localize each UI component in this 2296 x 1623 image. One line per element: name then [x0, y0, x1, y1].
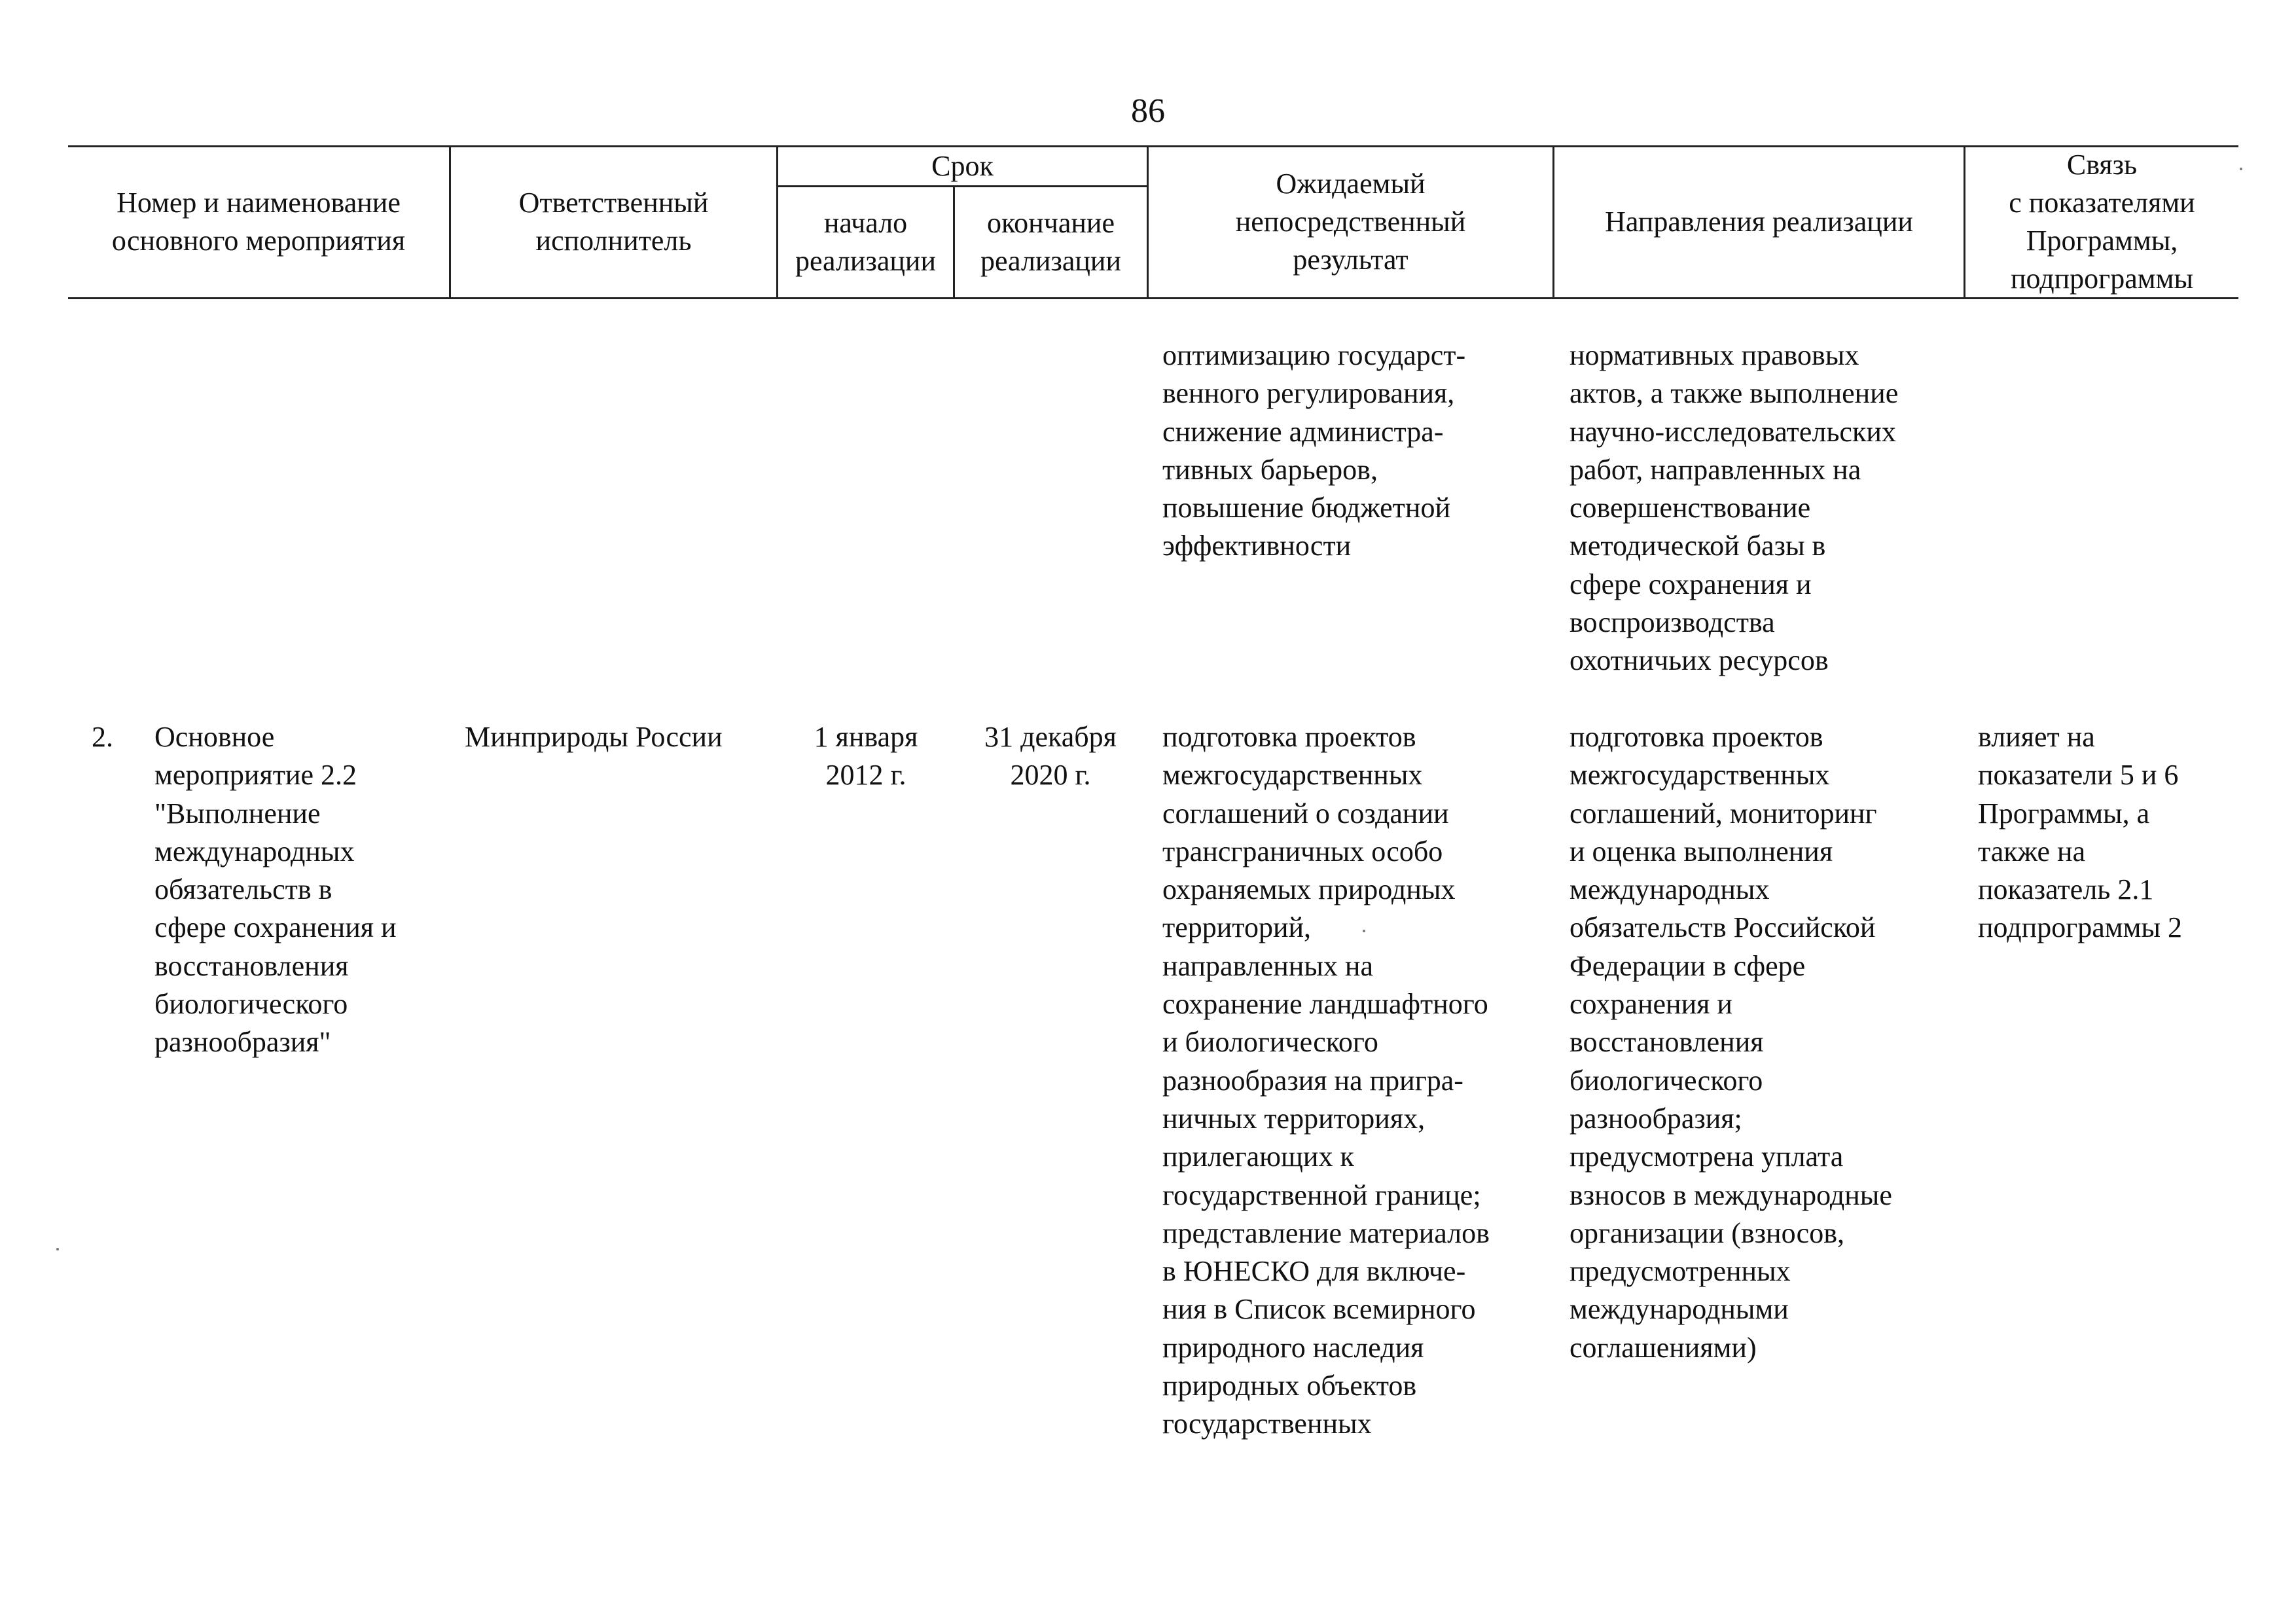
header-name: Номер и наименование основного мероприятия: [111, 187, 406, 257]
row-end-date: 31 декабря 2020 г.: [984, 721, 1117, 792]
header-bottom-rule: [68, 297, 2238, 299]
header-term: Срок: [931, 149, 994, 182]
row-executor: Минприроды России: [465, 721, 723, 753]
continuation-result: оптимизацию государст- венного регулирования, снижение администра- тивных барьеров, повышение бюджетной эффективности: [1162, 339, 1466, 562]
header-result: Ожидаемый непосредственный результат: [1235, 168, 1466, 276]
header-executor: Ответственный исполнитель: [518, 187, 709, 257]
row-link: влияет на показатели 5 и 6 Программы, а также на показатель 2.1 подпрограммы 2: [1978, 721, 2183, 944]
header-start: начало реализации: [795, 207, 937, 277]
row-result: подготовка проектов межгосударственных соглашений о создании трансграничных особо охраняемых природных территорий, направленных на сохранение ландшафтного и биологического разнообразия на пригра- ничных территориях, прилегающих к государственной границе; представление материалов в ЮНЕСКО для включе- ния в Список всемирного природного наследия природных объектов государственных: [1162, 721, 1490, 1440]
row-name: Основное мероприятие 2.2 "Выполнение международных обязательств в сфере сохранения и восстановления биологического разнообразия": [154, 721, 397, 1059]
row-start-date: 1 января 2012 г.: [814, 721, 918, 792]
page-number: 86: [1131, 92, 1165, 130]
continuation-directions: нормативных правовых актов, а также выполнение научно-исследовательских работ, направленных на совершенствование методической базы в сфере сохранения и воспроизводства охотничьих ресурсов: [1570, 339, 1899, 677]
header-end: окончание реализации: [980, 207, 1122, 277]
scan-speck: [1363, 930, 1365, 932]
scan-speck: [56, 1248, 59, 1250]
scan-speck: [2240, 168, 2242, 170]
header-directions: Направления реализации: [1605, 206, 1913, 238]
header-link: Связь с показателями Программы, подпрограммы: [2009, 149, 2195, 295]
row-number: 2.: [92, 721, 113, 753]
row-directions: подготовка проектов межгосударственных соглашений, мониторинг и оценка выполнения международных обязательств Российской Федерации в сфере сохранения и восстановления биологического разнообразия; предусмотрена уплата взносов в международные организации (взносов, предусмотренных международными соглашениями): [1570, 721, 1892, 1364]
